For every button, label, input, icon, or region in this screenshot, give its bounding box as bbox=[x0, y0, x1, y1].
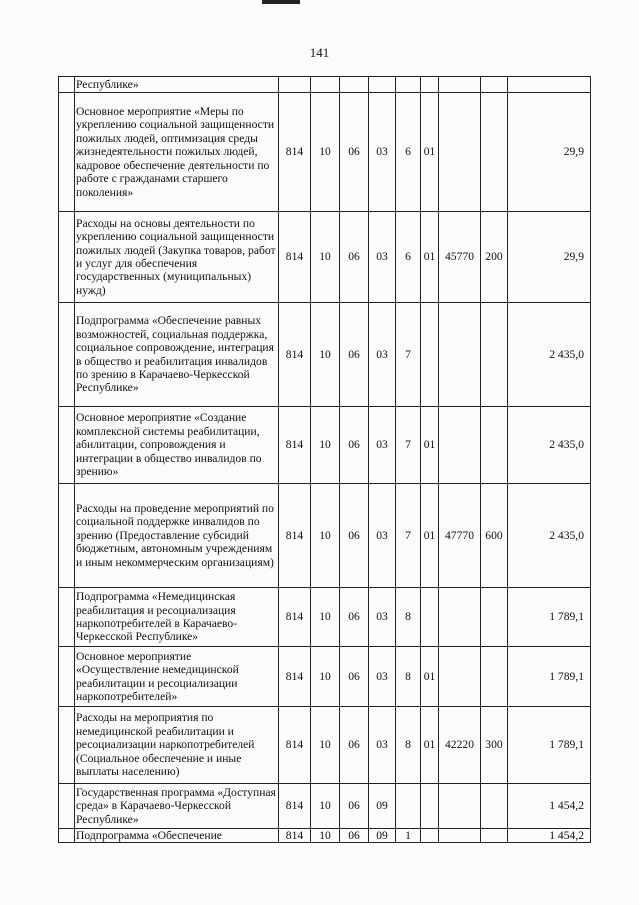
amount-cell: 29,9 bbox=[508, 93, 591, 212]
subsection-code-cell: 06 bbox=[340, 212, 369, 303]
program-code-cell: 03 bbox=[369, 707, 396, 784]
section-code-cell: 10 bbox=[311, 647, 340, 707]
budget-table bbox=[58, 76, 591, 843]
section-code-cell: 10 bbox=[311, 588, 340, 647]
subsection-code-cell: 06 bbox=[340, 407, 369, 484]
ministry-code-cell: 814 bbox=[279, 303, 311, 407]
direction-code-cell bbox=[439, 407, 481, 484]
direction-code-cell bbox=[439, 588, 481, 647]
scan-mark bbox=[262, 0, 300, 4]
table-row bbox=[59, 784, 591, 829]
table-row bbox=[59, 484, 591, 588]
program-code-cell: 09 bbox=[369, 829, 396, 843]
table-row bbox=[59, 407, 591, 484]
blank-cell bbox=[59, 829, 75, 843]
section-code-cell: 10 bbox=[311, 303, 340, 407]
expense-type-code-cell bbox=[481, 647, 508, 707]
item-name-cell: Подпрограмма «Обеспечение bbox=[75, 829, 279, 843]
subprogram-code-cell: 8 bbox=[396, 588, 421, 647]
subprogram-code-cell: 7 bbox=[396, 407, 421, 484]
activity-code-cell: 01 bbox=[421, 647, 439, 707]
subsection-code-cell: 06 bbox=[340, 303, 369, 407]
ministry-code-cell: 814 bbox=[279, 484, 311, 588]
subprogram-code-cell: 6 bbox=[396, 212, 421, 303]
item-name-cell: Расходы на проведение мероприятий по социальной поддержке инвалидов по зрению (Предоставление субсидий бюджетным, автономным учреждениям и иным некоммерческим организациям) bbox=[75, 484, 279, 588]
blank-cell bbox=[59, 212, 75, 303]
expense-type-code-cell: 300 bbox=[481, 707, 508, 784]
amount-cell bbox=[508, 77, 591, 93]
blank-cell bbox=[59, 784, 75, 829]
amount-cell: 29,9 bbox=[508, 212, 591, 303]
amount-cell: 1 454,2 bbox=[508, 829, 591, 843]
program-code-cell: 03 bbox=[369, 647, 396, 707]
subsection-code-cell: 06 bbox=[340, 484, 369, 588]
subsection-code-cell: 06 bbox=[340, 647, 369, 707]
amount-cell: 2 435,0 bbox=[508, 407, 591, 484]
ministry-code-cell: 814 bbox=[279, 784, 311, 829]
item-name-cell: Основное мероприятие «Создание комплексной системы реабилитации, абилитации, сопровождения и интеграции в общество инвалидов по зрению» bbox=[75, 407, 279, 484]
subsection-code-cell: 06 bbox=[340, 784, 369, 829]
expense-type-code-cell bbox=[481, 77, 508, 93]
amount-cell: 1 789,1 bbox=[508, 707, 591, 784]
program-code-cell: 03 bbox=[369, 484, 396, 588]
item-name-cell: Расходы на основы деятельности по укреплению социальной защищенности пожилых людей (Закупка товаров, работ и услуг для обеспечения государственных (муниципальных) нужд) bbox=[75, 212, 279, 303]
activity-code-cell: 01 bbox=[421, 707, 439, 784]
table-row bbox=[59, 588, 591, 647]
activity-code-cell: 01 bbox=[421, 93, 439, 212]
subprogram-code-cell bbox=[396, 77, 421, 93]
direction-code-cell: 47770 bbox=[439, 484, 481, 588]
subprogram-code-cell bbox=[396, 784, 421, 829]
program-code-cell: 03 bbox=[369, 303, 396, 407]
table-row bbox=[59, 303, 591, 407]
item-name-cell: Основное мероприятие «Осуществление немедицинской реабилитации и ресоциализации наркопотребителей» bbox=[75, 647, 279, 707]
ministry-code-cell bbox=[279, 77, 311, 93]
direction-code-cell bbox=[439, 784, 481, 829]
subprogram-code-cell: 8 bbox=[396, 707, 421, 784]
section-code-cell: 10 bbox=[311, 829, 340, 843]
program-code-cell: 03 bbox=[369, 588, 396, 647]
activity-code-cell bbox=[421, 829, 439, 843]
direction-code-cell bbox=[439, 77, 481, 93]
activity-code-cell bbox=[421, 784, 439, 829]
blank-cell bbox=[59, 588, 75, 647]
table-row bbox=[59, 77, 591, 93]
program-code-cell: 03 bbox=[369, 407, 396, 484]
blank-cell bbox=[59, 707, 75, 784]
section-code-cell: 10 bbox=[311, 707, 340, 784]
blank-cell bbox=[59, 647, 75, 707]
table-row bbox=[59, 212, 591, 303]
activity-code-cell: 01 bbox=[421, 407, 439, 484]
ministry-code-cell: 814 bbox=[279, 707, 311, 784]
direction-code-cell bbox=[439, 93, 481, 212]
subsection-code-cell: 06 bbox=[340, 93, 369, 212]
item-name-cell: Государственная программа «Доступная среда» в Карачаево-Черкесской Республике» bbox=[75, 784, 279, 829]
item-name-cell: Подпрограмма «Немедицинская реабилитация и ресоциализация наркопотребителей в Карачаево-Черкесской Республике» bbox=[75, 588, 279, 647]
direction-code-cell bbox=[439, 303, 481, 407]
subprogram-code-cell: 1 bbox=[396, 829, 421, 843]
blank-cell bbox=[59, 303, 75, 407]
expense-type-code-cell bbox=[481, 407, 508, 484]
program-code-cell bbox=[369, 77, 396, 93]
program-code-cell: 03 bbox=[369, 212, 396, 303]
direction-code-cell bbox=[439, 647, 481, 707]
subprogram-code-cell: 8 bbox=[396, 647, 421, 707]
activity-code-cell bbox=[421, 303, 439, 407]
activity-code-cell bbox=[421, 588, 439, 647]
subprogram-code-cell: 7 bbox=[396, 303, 421, 407]
section-code-cell: 10 bbox=[311, 784, 340, 829]
table-row bbox=[59, 647, 591, 707]
ministry-code-cell: 814 bbox=[279, 212, 311, 303]
table-row bbox=[59, 829, 591, 843]
activity-code-cell: 01 bbox=[421, 212, 439, 303]
amount-cell: 2 435,0 bbox=[508, 303, 591, 407]
program-code-cell: 09 bbox=[369, 784, 396, 829]
table-row bbox=[59, 707, 591, 784]
ministry-code-cell: 814 bbox=[279, 588, 311, 647]
direction-code-cell: 42220 bbox=[439, 707, 481, 784]
ministry-code-cell: 814 bbox=[279, 407, 311, 484]
blank-cell bbox=[59, 77, 75, 93]
table-row bbox=[59, 93, 591, 212]
expense-type-code-cell bbox=[481, 588, 508, 647]
subprogram-code-cell: 7 bbox=[396, 484, 421, 588]
item-name-cell: Республике» bbox=[75, 77, 279, 93]
expense-type-code-cell bbox=[481, 784, 508, 829]
amount-cell: 1 789,1 bbox=[508, 647, 591, 707]
ministry-code-cell: 814 bbox=[279, 93, 311, 212]
item-name-cell: Подпрограмма «Обеспечение равных возможностей, социальная поддержка, социальное сопровождение, интеграция в общество и реабилитация инвалидов по зрению в Карачаево-Черкесской Республике» bbox=[75, 303, 279, 407]
item-name-cell: Расходы на мероприятия по немедицинской реабилитации и ресоциализации наркопотребителей (Социальное обеспечение и иные выплаты населению) bbox=[75, 707, 279, 784]
activity-code-cell bbox=[421, 77, 439, 93]
expense-type-code-cell: 600 bbox=[481, 484, 508, 588]
subsection-code-cell bbox=[340, 77, 369, 93]
subprogram-code-cell: 6 bbox=[396, 93, 421, 212]
amount-cell: 1 789,1 bbox=[508, 588, 591, 647]
section-code-cell: 10 bbox=[311, 212, 340, 303]
direction-code-cell: 45770 bbox=[439, 212, 481, 303]
expense-type-code-cell bbox=[481, 829, 508, 843]
subsection-code-cell: 06 bbox=[340, 707, 369, 784]
direction-code-cell bbox=[439, 829, 481, 843]
blank-cell bbox=[59, 484, 75, 588]
section-code-cell bbox=[311, 77, 340, 93]
blank-cell bbox=[59, 407, 75, 484]
expense-type-code-cell bbox=[481, 303, 508, 407]
page-number: 141 bbox=[309, 45, 330, 60]
amount-cell: 1 454,2 bbox=[508, 784, 591, 829]
section-code-cell: 10 bbox=[311, 484, 340, 588]
item-name-cell: Основное мероприятие «Меры по укреплению социальной защищенности пожилых людей, оптимизация среды жизнедеятельности пожилых людей, кадровое обеспечение деятельности по работе с гражданами старшего поколения» bbox=[75, 93, 279, 212]
expense-type-code-cell: 200 bbox=[481, 212, 508, 303]
amount-cell: 2 435,0 bbox=[508, 484, 591, 588]
program-code-cell: 03 bbox=[369, 93, 396, 212]
section-code-cell: 10 bbox=[311, 407, 340, 484]
expense-type-code-cell bbox=[481, 93, 508, 212]
subsection-code-cell: 06 bbox=[340, 588, 369, 647]
activity-code-cell: 01 bbox=[421, 484, 439, 588]
blank-cell bbox=[59, 93, 75, 212]
ministry-code-cell: 814 bbox=[279, 647, 311, 707]
subsection-code-cell: 06 bbox=[340, 829, 369, 843]
section-code-cell: 10 bbox=[311, 93, 340, 212]
ministry-code-cell: 814 bbox=[279, 829, 311, 843]
